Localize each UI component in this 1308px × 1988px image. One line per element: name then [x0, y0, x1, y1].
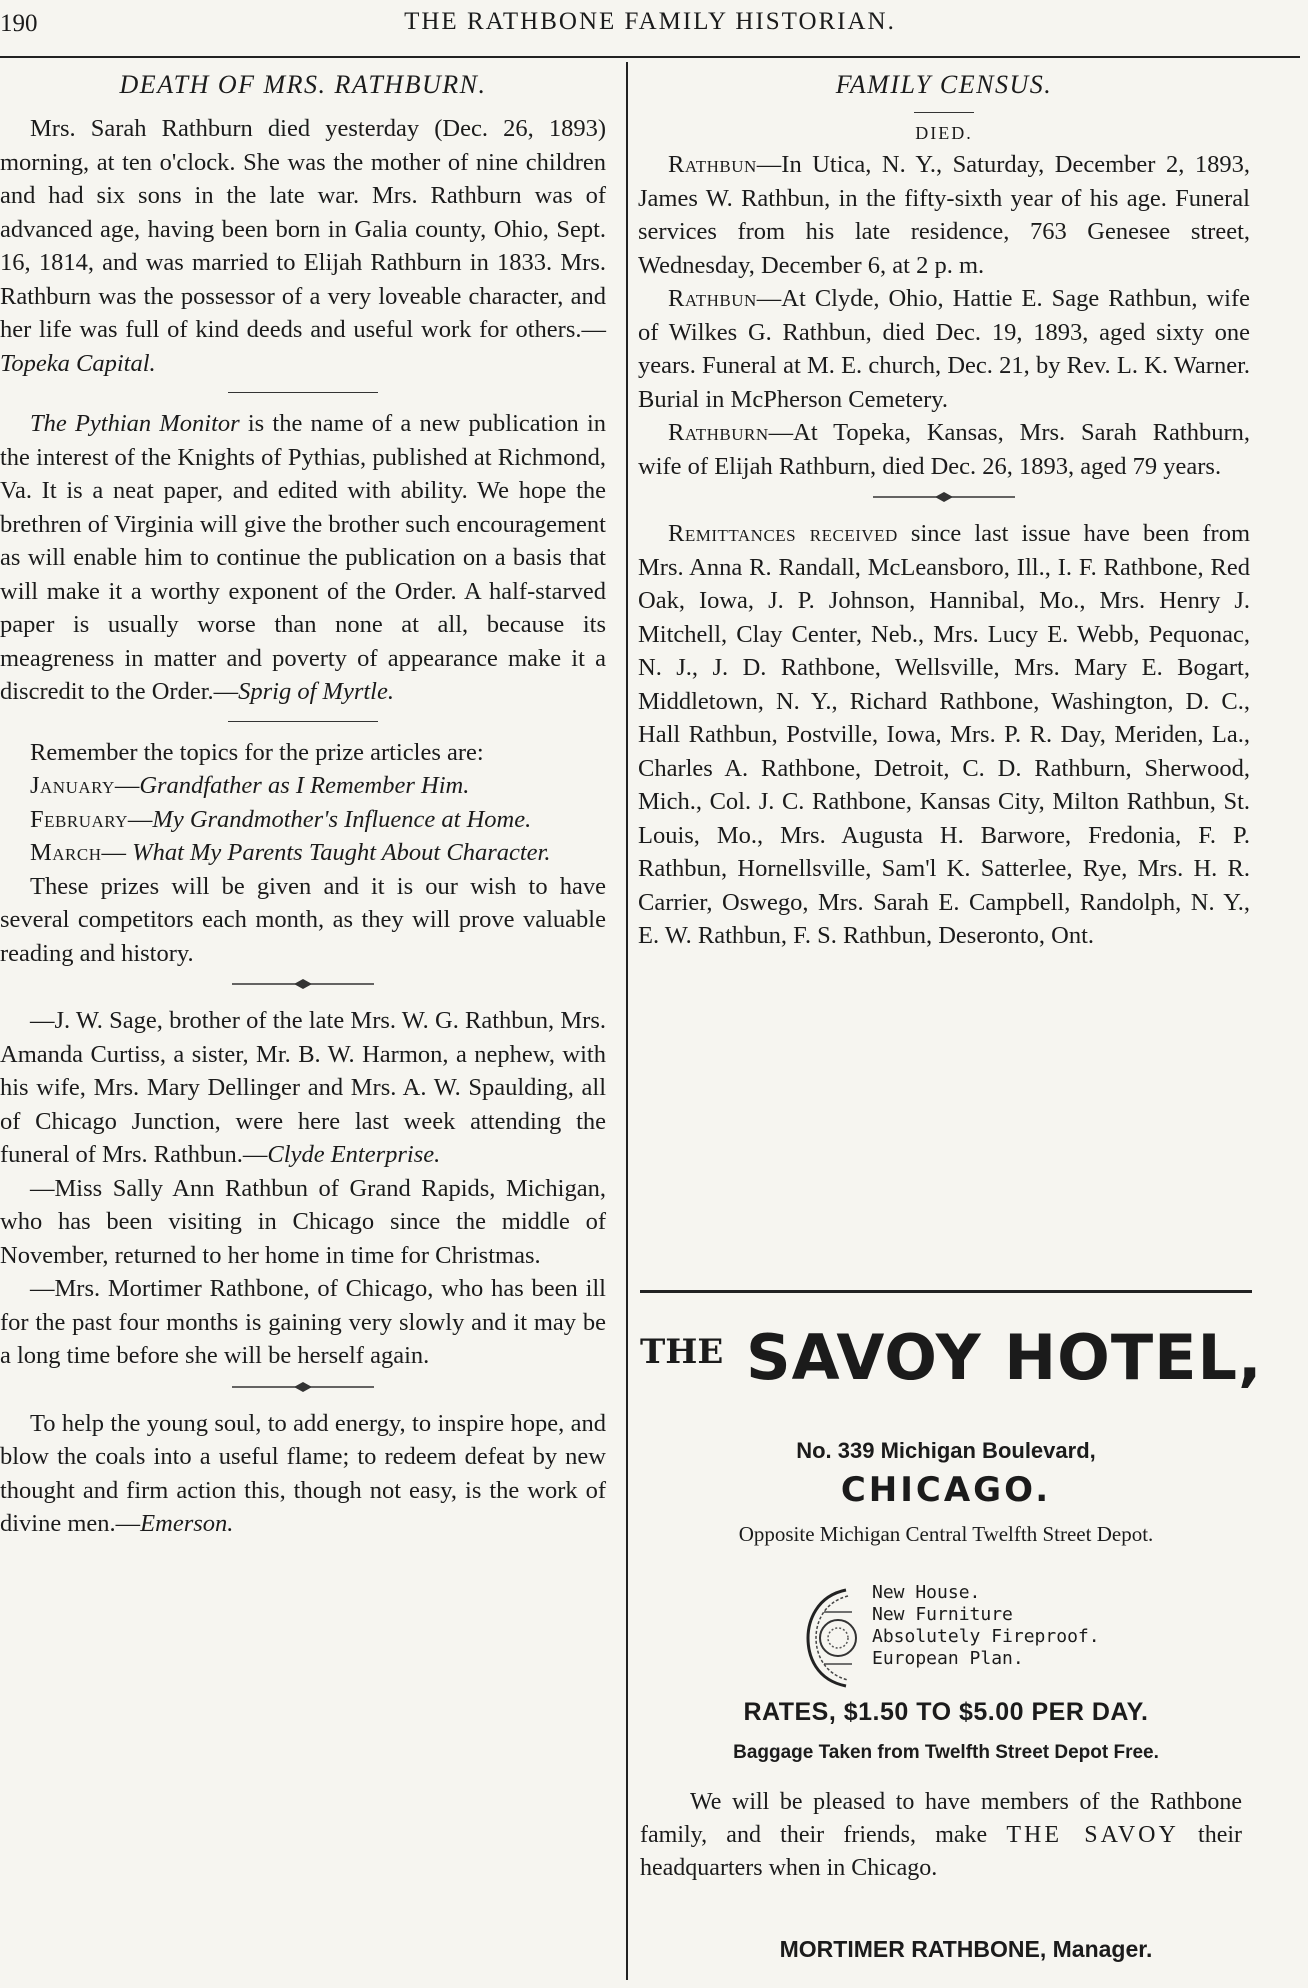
- ad-city: CHICAGO.: [840, 1470, 1052, 1510]
- ad-manager-line: MORTIMER RATHBONE, Manager.: [779, 1936, 1153, 1962]
- prize-intro: Remember the topics for the prize articles are:: [30, 738, 484, 766]
- ad-address: No. 339 Michigan Boulevard,: [796, 1438, 1096, 1463]
- prize-topic-february: February—My Grandmother's Influence at Home.: [30, 805, 532, 833]
- sally-item: —Miss Sally Ann Rathbun of Grand Rapids, Michigan, who has been visiting in Chicago since the middle of November, returned to her home in time for Christmas.: [0, 1174, 606, 1269]
- sage-source: Clyde Enterprise.: [267, 1141, 441, 1168]
- ad-rates: RATES, $1.50 TO $5.00 PER DAY.: [743, 1698, 1149, 1726]
- prize-topic-march: March— What My Parents Taught About Character.: [30, 839, 551, 866]
- pythian-source: Sprig of Myrtle.: [238, 678, 394, 705]
- death-notice-body: Mrs. Sarah Rathburn died yesterday (Dec. 26, 1893) morning, at ten o'clock. She was the mother of nine children and had six sons in the late war. Mrs. Rathburn was of advanced age, having been born in Galia county, Ohio, Sept. 16, 1814, and was married to Elijah Rathburn in 1833. Mrs. Rathburn was the possessor of a very loveable character, and her life was full of kind deeds and useful work for others.—Topeka Capital.: [0, 115, 606, 377]
- running-title: THE RATHBONE FAMILY HISTORIAN.: [404, 8, 896, 35]
- title-rule: [914, 112, 974, 113]
- ornament-divider: [218, 1381, 388, 1393]
- census-entry: Rathbun—In Utica, N. Y., Saturday, December 2, 1893, James W. Rathbun, in the fifty-sixth year of his age. Funeral services from his late residence, 763 Genesee street, Wednesday, December 6, at 2 p. m.: [638, 151, 1250, 279]
- left-column: [0, 70, 606, 1541]
- death-notice-title: DEATH OF MRS. RATHBURN.: [119, 70, 487, 99]
- ad-feature: New Furniture: [872, 1604, 1013, 1625]
- section-divider: [228, 392, 378, 393]
- sage-item: —J. W. Sage, brother of the late Mrs. W. G. Rathbun, Mrs. Amanda Curtiss, a sister, Mr. B. W. Harmon, a nephew, with his wife, Mrs. Mary Dellinger and Mrs. A. W. Spaulding, all of Chicago Junction, were here last week attending the funeral of Mrs. Rathbun.—Clyde Enterprise.: [0, 1007, 606, 1168]
- page-number: 190: [0, 10, 38, 37]
- ad-baggage-note: Baggage Taken from Twelfth Street Depot Free.: [733, 1742, 1159, 1763]
- ornament-divider: [218, 978, 388, 990]
- ornament-divider: [859, 491, 1029, 503]
- census-entry: Rathbun—At Clyde, Ohio, Hattie E. Sage Rathbun, wife of Wilkes G. Rathbun, died Dec. 19, 1893, aged sixty one years. Funeral at M. E. church, Dec. 21, by Rev. L. K. Warner. Burial in McPherson Cemetery.: [638, 285, 1250, 413]
- savoy-hotel-ad: [640, 1290, 1263, 1980]
- mortimer-item: —Mrs. Mortimer Rathbone, of Chicago, who has been ill for the past four months is gaining very slowly and it may be a long time before she will be herself again.: [0, 1275, 606, 1369]
- right-column: [638, 70, 1250, 953]
- column-divider: [626, 62, 628, 1980]
- ad-location-note: Opposite Michigan Central Twelfth Street Depot.: [738, 1522, 1154, 1546]
- pythian-monitor-article: The Pythian Monitor is the name of a new publication in the interest of the Knights of Pythias, published at Richmond, Va. It is a neat paper, and edited with ability. We hope the brethren of Virginia will give the brother such encouragement as will enable him to continue the publication on a basis that will make it a worthy exponent of the Order. A half-starved paper is usually worse than none at all, because its meagreness in matter and poverty of appearance make it a discredit to the Order.—Sprig of Myrtle.: [0, 410, 606, 705]
- family-census-title: FAMILY CENSUS.: [835, 70, 1053, 99]
- ad-feature: Absolutely Fireproof.: [872, 1626, 1100, 1647]
- death-notice-source: Topeka Capital.: [0, 349, 156, 377]
- remittances-list: Remittances received since last issue have been from Mrs. Anna R. Randall, McLeansboro, Ill., I. F. Rathbone, Red Oak, Iowa, J. P. Johnson, Hannibal, Mo., Mrs. Henry J. Mitchell, Clay Center, Neb., Mrs. Lucy E. Webb, Pequonac, N. J., J. D. Rathbone, Wellsville, Mrs. Mary E. Bogart, Middletown, N. Y., Richard Rathbone, Washington, D. C., Hall Rathbun, Postville, Iowa, Mrs. P. R. Day, Meriden, La., Charles A. Rathbone, Detroit, C. D. Rathburn, Sherwood, Mich., Col. J. C. Rathbone, Kansas City, Milton Rathbun, St. Louis, Mo., Mrs. Augusta H. Barwore, Fredonia, F. P. Rathbun, Hornellsville, Sam'l K. Satterlee, Rye, Mrs. H. R. Carrier, Oswego, Mrs. Sarah E. Campbell, Randolph, N. Y., E. W. Rathbun, F. S. Rathbun, Deseronto, Ont.: [638, 520, 1251, 949]
- ad-feature: New House.: [872, 1582, 981, 1603]
- ad-closing-text: We will be pleased to have members of the Rathbone family, and their friends, make THE SAVOY their headquarters when in Chicago.: [640, 1789, 1243, 1881]
- prize-body: These prizes will be given and it is our wish to have several competitors each month, as they will prove valuable reading and history.: [0, 872, 606, 967]
- remittances-label: Remittances received: [668, 520, 898, 547]
- ad-feature: European Plan.: [872, 1648, 1024, 1669]
- pythian-monitor-name: The Pythian Monitor: [30, 410, 240, 437]
- emerson-source: Emerson.: [140, 1510, 234, 1537]
- prize-topic-january: January—Grandfather as I Remember Him.: [30, 772, 470, 799]
- hotel-emblem-icon: [802, 1582, 864, 1694]
- ad-top-rule: [640, 1290, 1252, 1293]
- section-divider: [228, 721, 378, 722]
- ad-hotel-name: $^{THE}$ SAVOY HOTEL,: [640, 1321, 1263, 1394]
- census-entry: Rathburn—At Topeka, Kansas, Mrs. Sarah Rathburn, wife of Elijah Rathburn, died Dec. 26, 1893, aged 79 years.: [638, 419, 1250, 480]
- emerson-quote: To help the young soul, to add energy, to inspire hope, and blow the coals into a useful flame; to redeem defeat by new thought and firm action this, though not easy, is the work of divine men.—Emerson.: [0, 1409, 606, 1537]
- died-label: DIED.: [915, 123, 973, 143]
- ad-features-list: [872, 1582, 1172, 1670]
- page-header: [0, 0, 1300, 58]
